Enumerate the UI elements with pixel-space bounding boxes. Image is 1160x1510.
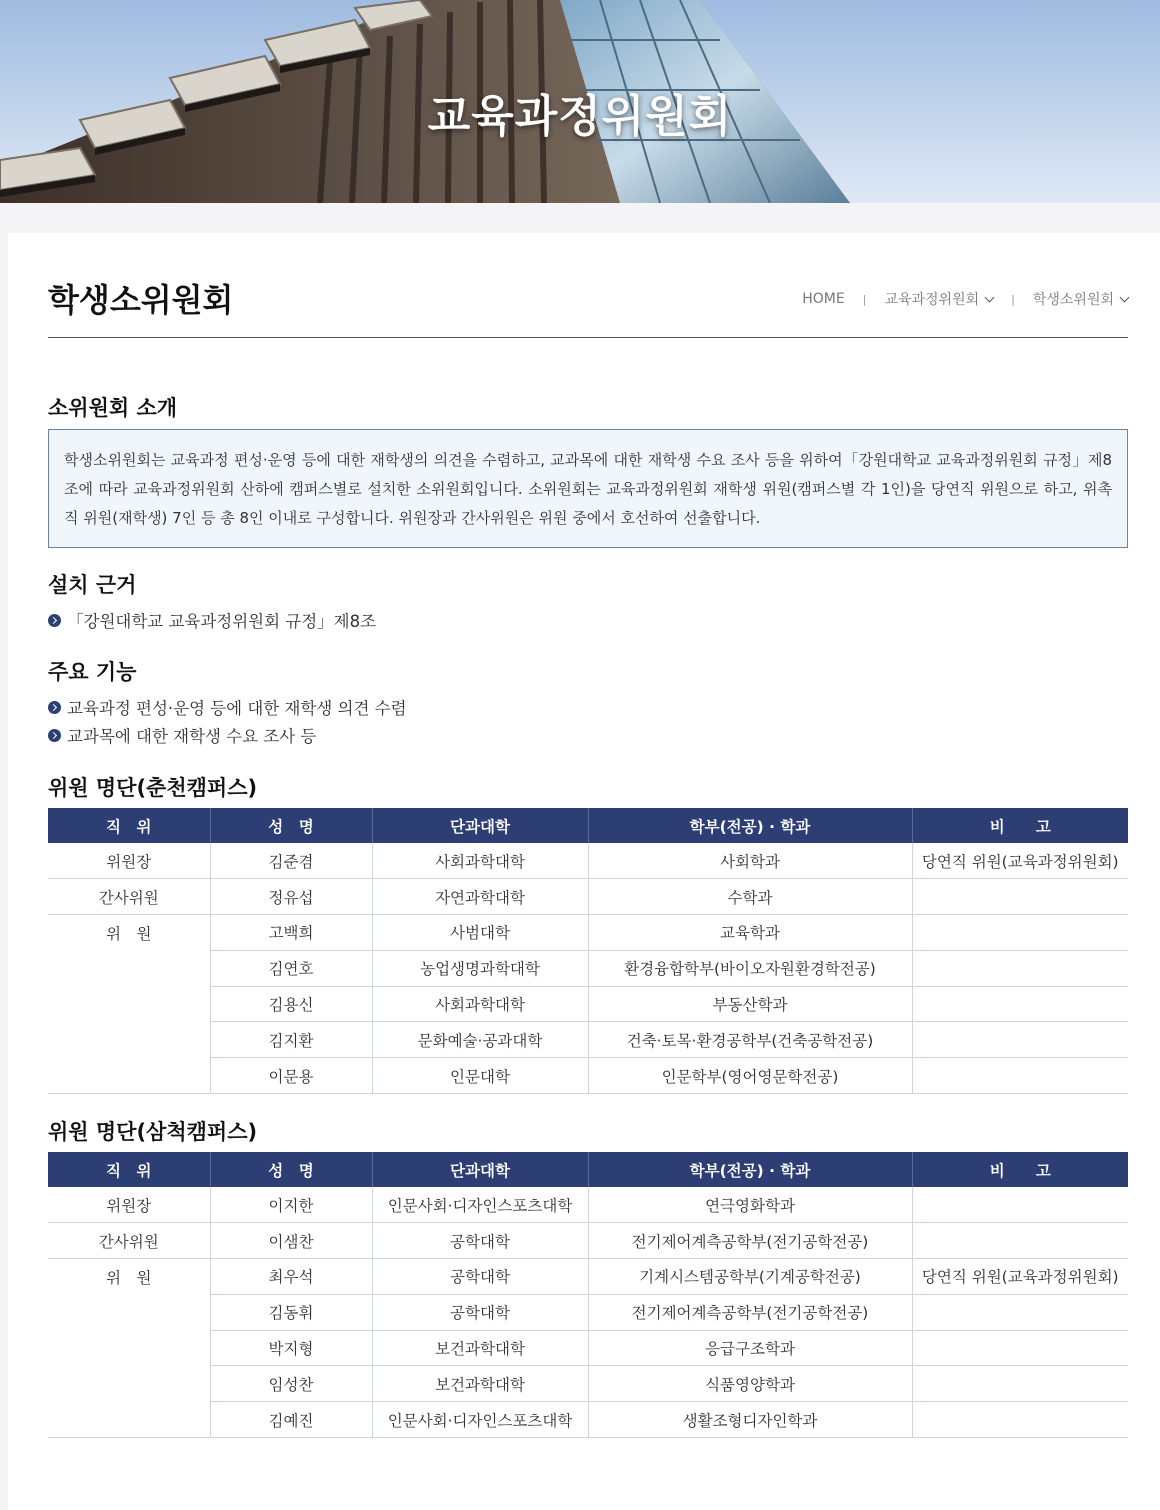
cell-note: [912, 879, 1128, 915]
cell-name: 김동휘: [210, 1294, 372, 1330]
cell-college: 공학대학: [372, 1223, 588, 1259]
table-header-row: [48, 808, 1128, 843]
column-header-note: 비 고: [912, 808, 1128, 843]
title-divider: [48, 337, 1128, 338]
functions-heading: 주요 기능: [48, 660, 137, 684]
cell-name: 정유섭: [210, 879, 372, 915]
table-row: [48, 1022, 1128, 1058]
cell-name: 김준겸: [210, 843, 372, 879]
list-item: [48, 606, 376, 634]
cell-note: [912, 986, 1128, 1022]
table-row: [48, 986, 1128, 1022]
cell-name: 박지형: [210, 1330, 372, 1366]
column-header-position: 직 위: [48, 808, 210, 843]
cell-dept: 응급구조학과: [588, 1330, 912, 1366]
cell-name: 김용신: [210, 986, 372, 1022]
cell-note: 당연직 위원(교육과정위원회): [912, 843, 1128, 879]
cell-college: 농업생명과학대학: [372, 950, 588, 986]
cell-name: 김예진: [210, 1402, 372, 1438]
column-header-dept: 학부(전공) · 학과: [588, 1152, 912, 1187]
cell-position: 간사위원: [48, 879, 210, 915]
cell-position: 위 원: [48, 915, 210, 1094]
intro-text: 학생소위원회는 교육과정 편성·운영 등에 대한 재학생의 의견을 수렴하고, 교과목에 대한 재학생 수요 조사 등을 위하여「강원대학교 교육과정위원회 규정」제8조에 따라 교육과정위원회 산하에 캠퍼스별로 설치한 소위원회입니다. 소위원회는 교육과정위원회 재학생 위원(캠퍼스별 각 1인)을 당연직 위원으로 하고, 위촉직 위원(재학생) 7인 등 총 8인 이내로 구성합니다. 위원장과 간사위원은 위원 중에서 호선하여 선출합니다.: [64, 451, 1112, 527]
cell-dept: 사회학과: [588, 843, 912, 879]
cell-name: 이문용: [210, 1058, 372, 1094]
table-row: [48, 1330, 1128, 1366]
cell-note: 당연직 위원(교육과정위원회): [912, 1259, 1128, 1295]
cell-note: [912, 1402, 1128, 1438]
cell-note: [912, 1187, 1128, 1223]
table-row: [48, 950, 1128, 986]
chuncheon-members-table: [48, 808, 1128, 1094]
column-header-college: 단과대학: [372, 808, 588, 843]
cell-college: 사범대학: [372, 915, 588, 951]
breadcrumb-home[interactable]: [802, 291, 844, 307]
cell-note: [912, 1366, 1128, 1402]
table-row: [48, 1294, 1128, 1330]
cell-dept: 생활조형디자인학과: [588, 1402, 912, 1438]
cell-position: 위원장: [48, 1187, 210, 1223]
table-row: [48, 1223, 1128, 1259]
page-title: 학생소위원회: [48, 281, 234, 319]
column-header-dept: 학부(전공) · 학과: [588, 808, 912, 843]
breadcrumb-home-label: HOME: [802, 291, 845, 307]
cell-dept: 건축·토목·환경공학부(건축공학전공): [588, 1022, 912, 1058]
table-row: [48, 1259, 1128, 1295]
cell-note: [912, 1330, 1128, 1366]
cell-college: 문화예술·공과대학: [372, 1022, 588, 1058]
bullet-arrow-icon: [48, 701, 61, 714]
cell-dept: 환경융합학부(바이오자원환경학전공): [588, 950, 912, 986]
table-row: [48, 915, 1128, 951]
cell-dept: 전기제어계측공학부(전기공학전공): [588, 1223, 912, 1259]
breadcrumb: [802, 289, 1128, 309]
cell-name: 고백희: [210, 915, 372, 951]
cell-college: 인문대학: [372, 1058, 588, 1094]
column-header-college: 단과대학: [372, 1152, 588, 1187]
table-row: [48, 843, 1128, 879]
cell-dept: 연극영화학과: [588, 1187, 912, 1223]
chevron-down-icon: [985, 292, 995, 302]
table-row: [48, 1402, 1128, 1438]
cell-college: 인문사회·디자인스포츠대학: [372, 1187, 588, 1223]
breadcrumb-separator: |: [1011, 292, 1015, 306]
basis-list: [48, 606, 376, 634]
banner: [0, 0, 1160, 203]
chevron-down-icon: [1120, 292, 1130, 302]
cell-dept: 수학과: [588, 879, 912, 915]
cell-dept: 기계시스템공학부(기계공학전공): [588, 1259, 912, 1295]
bullet-arrow-icon: [48, 729, 61, 742]
column-header-note: 비 고: [912, 1152, 1128, 1187]
functions-list: [48, 693, 407, 749]
cell-note: [912, 1022, 1128, 1058]
cell-college: 사회과학대학: [372, 843, 588, 879]
cell-name: 김연호: [210, 950, 372, 986]
cell-name: 이지한: [210, 1187, 372, 1223]
basis-heading: 설치 근거: [48, 573, 137, 597]
table-row: [48, 1366, 1128, 1402]
chuncheon-heading: 위원 명단(춘천캠퍼스): [48, 776, 258, 800]
cell-dept: 교육학과: [588, 915, 912, 951]
bullet-arrow-icon: [48, 614, 61, 627]
samcheok-members-table: [48, 1152, 1128, 1438]
cell-college: 사회과학대학: [372, 986, 588, 1022]
cell-name: 최우석: [210, 1259, 372, 1295]
table-header-row: [48, 1152, 1128, 1187]
cell-note: [912, 915, 1128, 951]
list-item-text: 교육과정 편성·운영 등에 대한 재학생 의견 수렴: [67, 699, 407, 718]
cell-note: [912, 1294, 1128, 1330]
cell-position: 위원장: [48, 843, 210, 879]
cell-dept: 부동산학과: [588, 986, 912, 1022]
intro-box: [48, 429, 1128, 548]
breadcrumb-level2-label: 학생소위원회: [1032, 292, 1114, 308]
cell-dept: 전기제어계측공학부(전기공학전공): [588, 1294, 912, 1330]
content-card: [8, 233, 1160, 1510]
breadcrumb-separator: |: [862, 292, 867, 306]
column-header-name: 성 명: [210, 1152, 372, 1187]
cell-college: 공학대학: [372, 1294, 588, 1330]
cell-name: 김지환: [210, 1022, 372, 1058]
cell-position: 위 원: [48, 1259, 210, 1438]
cell-position: 간사위원: [48, 1223, 210, 1259]
breadcrumb-level1-dropdown[interactable]: [884, 289, 993, 309]
cell-college: 공학대학: [372, 1259, 588, 1295]
list-item-text: 교과목에 대한 재학생 수요 조사 등: [67, 727, 317, 746]
cell-name: 임성찬: [210, 1366, 372, 1402]
cell-note: [912, 950, 1128, 986]
table-row: [48, 1058, 1128, 1094]
column-header-name: 성 명: [210, 808, 372, 843]
list-item: [48, 693, 407, 721]
table-row: [48, 1187, 1128, 1223]
cell-college: 인문사회·디자인스포츠대학: [372, 1402, 588, 1438]
breadcrumb-level2-dropdown[interactable]: [1033, 289, 1128, 309]
list-item-text: 「강원대학교 교육과정위원회 규정」제8조: [67, 612, 377, 631]
cell-note: [912, 1223, 1128, 1259]
column-header-position: 직 위: [48, 1152, 210, 1187]
cell-college: 보건과학대학: [372, 1366, 588, 1402]
banner-title: 교육과정위원회: [427, 91, 733, 142]
intro-heading: 소위원회 소개: [48, 396, 178, 420]
cell-note: [912, 1058, 1128, 1094]
cell-college: 자연과학대학: [372, 879, 588, 915]
cell-name: 이샘찬: [210, 1223, 372, 1259]
cell-college: 보건과학대학: [372, 1330, 588, 1366]
breadcrumb-level1-label: 교육과정위원회: [884, 292, 980, 308]
cell-dept: 인문학부(영어영문학전공): [588, 1058, 912, 1094]
list-item: [48, 721, 407, 749]
samcheok-heading: 위원 명단(삼척캠퍼스): [48, 1120, 258, 1144]
table-row: [48, 879, 1128, 915]
cell-dept: 식품영양학과: [588, 1366, 912, 1402]
